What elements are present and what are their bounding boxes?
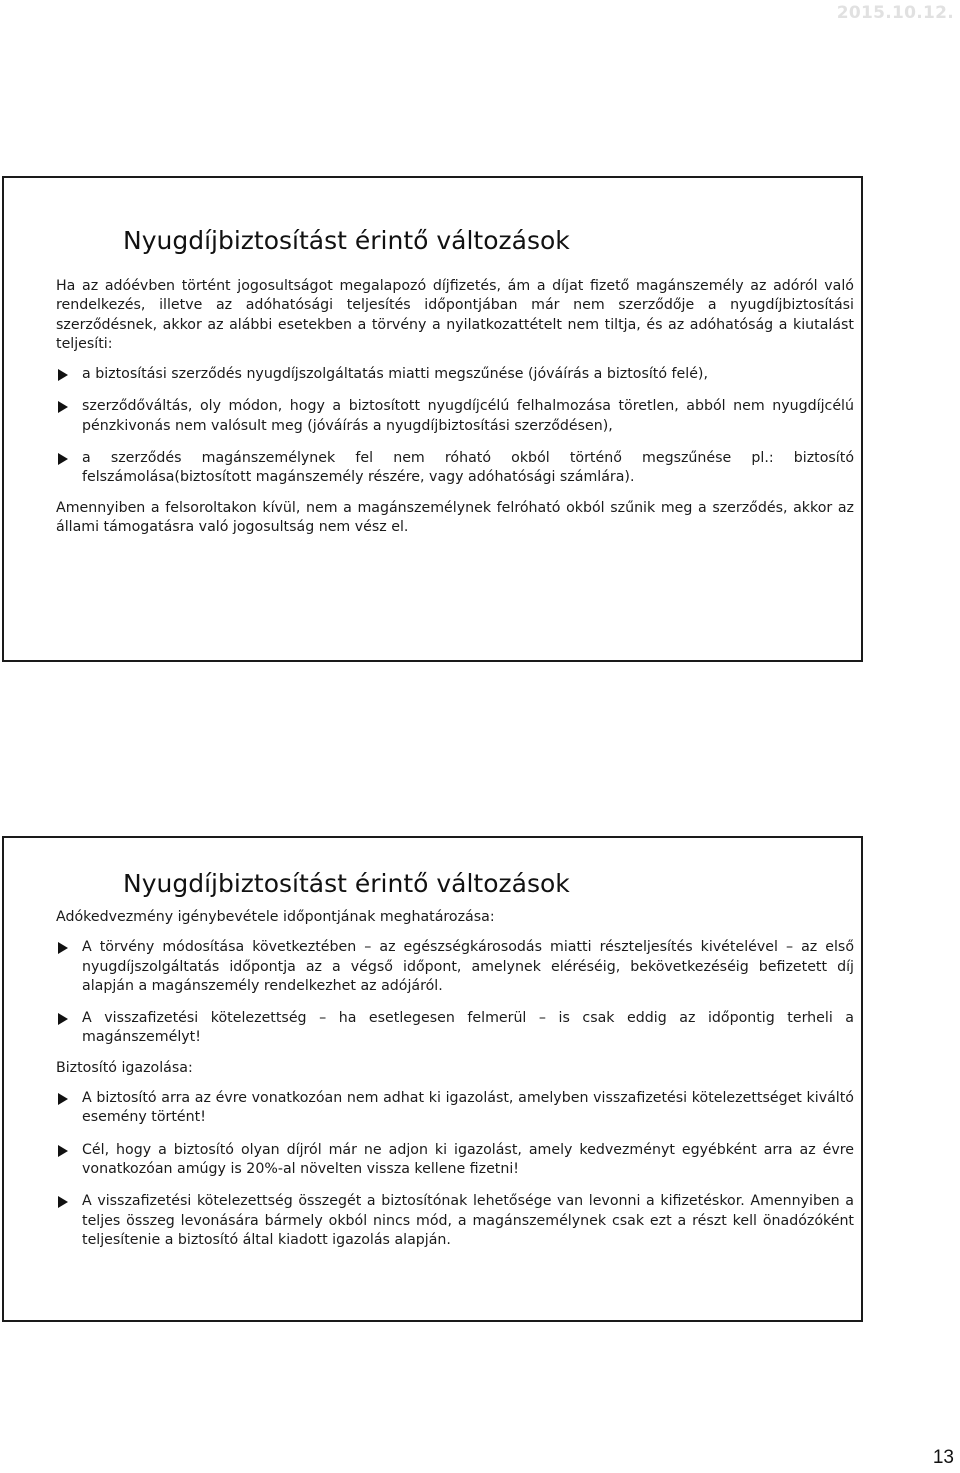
list-item bbox=[56, 1009, 854, 1048]
list-item bbox=[56, 938, 854, 996]
bullet-text: Cél, hogy a biztosító olyan díjról már ne adjon ki igazolást, amely kedvezményt egyébként arra az évre vonatkozóan amúgy is 20%-al növelten vissza kellene fizetni! bbox=[82, 1141, 854, 1177]
slide-2-bullet-list-1 bbox=[56, 938, 854, 1047]
triangle-bullet-icon bbox=[58, 401, 68, 413]
section-heading-biztosito-igazolasa: Biztosító igazolása: bbox=[56, 1059, 193, 1076]
triangle-bullet-icon bbox=[58, 1196, 68, 1208]
bullet-text: A visszafizetési kötelezettség összegét a biztosítónak lehetősége van levonni a kifizetéskor. Amennyiben a teljes összeg levonására bármely okból nincs mód, a magánszemélynek csak ezt a részt kell önadózóként teljesítenie a biztosító által kiadott igazolás alapján. bbox=[82, 1193, 854, 1248]
slide-1-intro: Ha az adóévben történt jogosultságot megalapozó díjfizetés, ám a díjat fizető magánszemély az adóról való rendelkezés, illetve az adóhatósági teljesítés időpontjában már nem szerződője a nyugdíjbiztosítási szerződésnek, akkor az alábbi esetekben a törvény a nyilatkozattételt nem tiltja, és az adóhatóság a kiutalást teljesíti: bbox=[56, 278, 854, 352]
print-date: 2015.10.12. bbox=[836, 3, 954, 23]
bullet-text: szerződőváltás, oly módon, hogy a biztosított nyugdíjcélú felhalmozása töretlen, abból nem nyugdíjcélú pénzkivonás nem valósult meg (jóváírás a nyugdíjbiztosítási szerződésen), bbox=[82, 398, 854, 434]
page-number: 13 bbox=[932, 1447, 954, 1468]
section-heading-adokedvezmeny: Adókedvezmény igénybevétele időpontjának meghatározása: bbox=[56, 909, 495, 925]
slide-2-title: Nyugdíjbiztosítást érintő változások bbox=[123, 869, 570, 898]
slide-1-closing: Amennyiben a felsoroltakon kívül, nem a magánszemélynek felróható okból szűnik meg a szerződés, akkor az állami támogatásra való jogosultság nem vész el. bbox=[56, 499, 854, 535]
list-item bbox=[56, 1089, 854, 1128]
bullet-text: A visszafizetési kötelezettség – ha esetlegesen felmerül – is csak eddig az időpontig terheli a magánszemélyt! bbox=[82, 1010, 854, 1046]
list-item bbox=[56, 365, 854, 384]
bullet-text: a biztosítási szerződés nyugdíjszolgáltatás miatti megszűnése (jóváírás a biztosító felé), bbox=[82, 366, 708, 383]
bullet-text: A törvény módosítása következtében – az egészségkárosodás miatti részteljesítés kivételével – az első nyugdíjszolgáltatás időpontja az a végső időpont, amelynek eléréséig, bekövetkezéséig befizetett díj alapján a magánszemély rendelkezhet az adójáról. bbox=[82, 939, 854, 994]
slide-2 bbox=[2, 836, 863, 1322]
slide-2-bullet-list-2 bbox=[56, 1089, 854, 1250]
slide-2-body bbox=[56, 908, 854, 1250]
triangle-bullet-icon bbox=[58, 1145, 68, 1157]
bullet-text: A biztosító arra az évre vonatkozóan nem adhat ki igazolást, amelyben visszafizetési kötelezettséget kiváltó esemény történt! bbox=[82, 1090, 854, 1126]
triangle-bullet-icon bbox=[58, 1093, 68, 1105]
triangle-bullet-icon bbox=[58, 1013, 68, 1025]
slide-1 bbox=[2, 176, 863, 662]
list-item bbox=[56, 1192, 854, 1250]
list-item bbox=[56, 449, 854, 488]
bullet-text: a szerződés magánszemélynek fel nem róható okból történő megszűnése pl.: biztosító felszámolása(biztosított magánszemély részére, vagy adóhatósági számlára). bbox=[82, 450, 854, 486]
slide-1-bullet-list bbox=[56, 365, 854, 487]
triangle-bullet-icon bbox=[58, 453, 68, 465]
triangle-bullet-icon bbox=[58, 942, 68, 954]
triangle-bullet-icon bbox=[58, 369, 68, 381]
list-item bbox=[56, 397, 854, 436]
slide-1-body bbox=[56, 277, 854, 537]
slide-1-title: Nyugdíjbiztosítást érintő változások bbox=[123, 226, 570, 255]
list-item bbox=[56, 1141, 854, 1180]
